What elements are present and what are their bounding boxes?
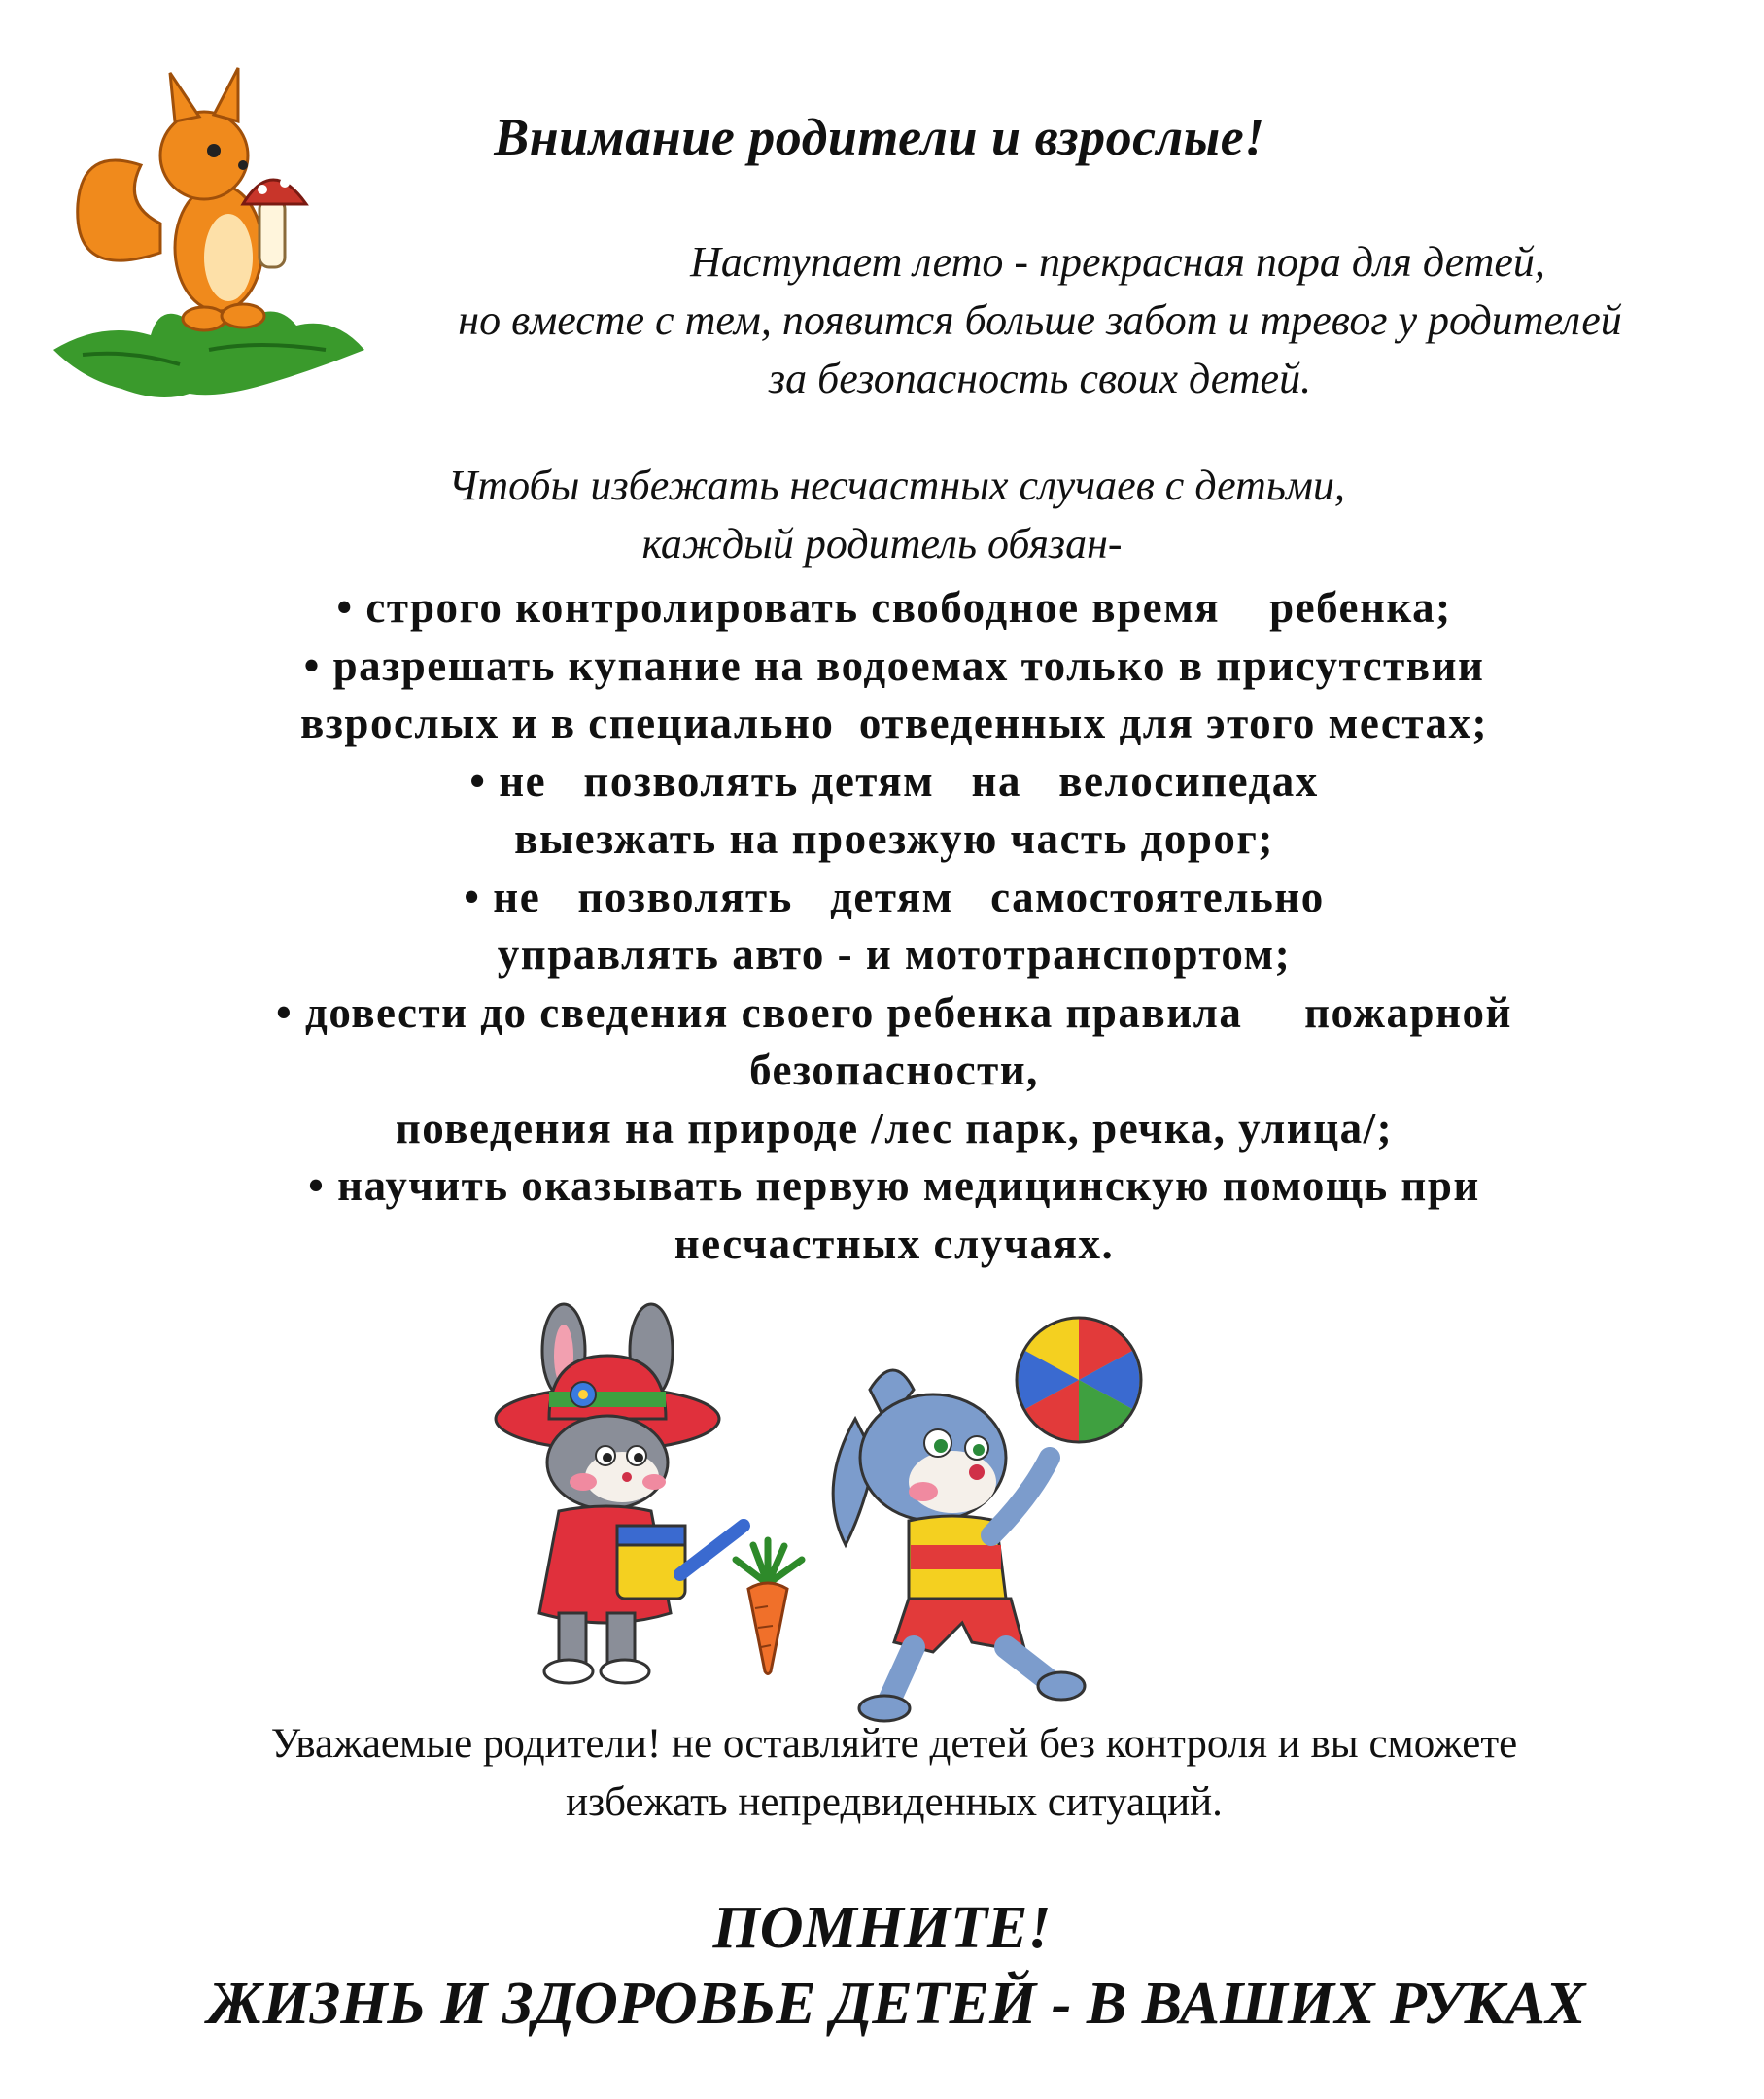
rule-line: • научить оказывать первую медицинскую помощь при <box>308 1161 1480 1210</box>
page-title: Внимание родители и взрослые! <box>494 108 1265 166</box>
remember-slogan: ЖИЗНЬ И ЗДОРОВЬЕ ДЕТЕЙ - В ВАШИХ РУКАХ <box>207 1971 1586 2037</box>
intro-line: но вместе с тем, появится больше забот и тревог у родителей <box>458 296 1622 344</box>
beach-ball-icon <box>1011 1312 1147 1448</box>
rule-line: управлять авто - и мототранспортом; <box>497 930 1292 979</box>
intro-line: за безопасность своих детей. <box>768 355 1312 402</box>
rule-line: • довести до сведения своего ребенка правила пожарной <box>276 987 1512 1037</box>
rule-line: безопасности, <box>749 1046 1039 1094</box>
rule-line: • не позволять детям самостоятельно <box>464 872 1325 921</box>
rule-line: • строго контролировать свободное время ребенка; <box>336 583 1452 632</box>
appeal-line: Уважаемые родители! не оставляйте детей без контроля и вы сможете <box>270 1721 1518 1767</box>
rule-line: • разрешать купание на водоемах только в присутствии <box>303 640 1485 690</box>
appeal-line: избежать непредвиденных ситуаций. <box>566 1779 1223 1825</box>
remember-banner <box>0 1890 1764 2042</box>
lead-line: Чтобы избежать несчастных случаев с детьми, <box>448 462 1345 509</box>
rule-line: выезжать на проезжую часть дорог; <box>514 814 1274 863</box>
squirrel-with-mushroom-icon <box>44 58 374 408</box>
rule-line: несчастных случаях. <box>674 1219 1115 1268</box>
lead-paragraph <box>0 457 1764 573</box>
appeal-paragraph <box>117 1715 1672 1832</box>
rule-line: • не позволять детям на велосипедах <box>469 756 1319 806</box>
rules-list <box>136 579 1652 1273</box>
remember-heading: ПОМНИТЕ! <box>712 1895 1052 1961</box>
lead-line: каждый родитель обязан- <box>641 520 1123 568</box>
rule-line: поведения на природе /лес парк, речка, улица/; <box>395 1103 1394 1153</box>
intro-paragraph <box>379 233 1701 408</box>
carrot-icon <box>724 1540 812 1676</box>
intro-line: Наступает лето - прекрасная пора для детей, <box>690 238 1545 286</box>
rule-line: взрослых и в специально отведенных для этого местах; <box>300 699 1488 747</box>
